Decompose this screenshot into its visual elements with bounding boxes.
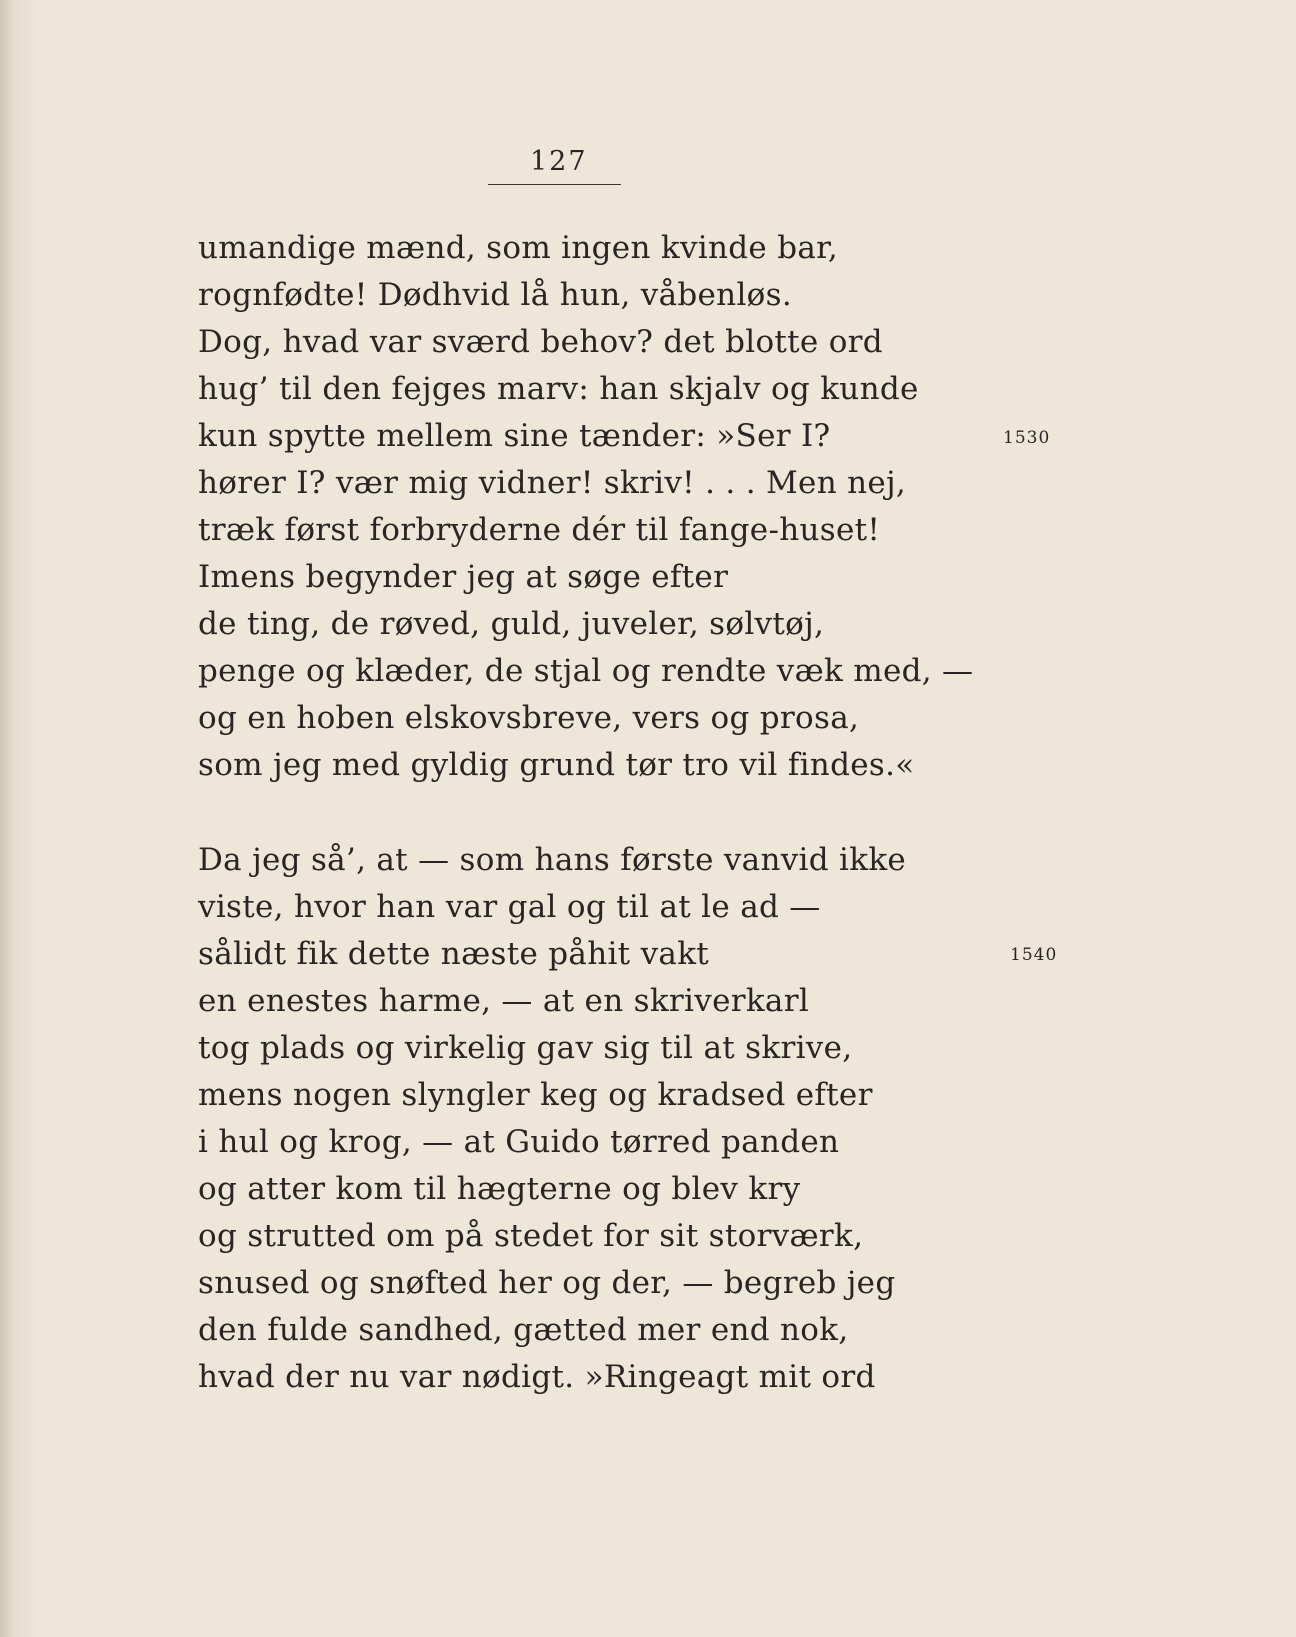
verse-line: snused og snøfted her og der, — begreb jeg [198, 1265, 896, 1301]
verse-line: rognfødte! Dødhvid lå hun, våbenløs. [198, 277, 792, 313]
verse-line: viste, hvor han var gal og til at le ad — [198, 889, 821, 925]
verse-line: Dog, hvad var sværd behov? det blotte ord [198, 324, 883, 360]
verse-line: de ting, de røved, guld, juveler, sølvtøj, [198, 606, 825, 642]
verse-line: tog plads og virkelig gav sig til at skrive, [198, 1030, 853, 1066]
verse-line: Da jeg så’, at — som hans første vanvid ikke [198, 842, 907, 878]
page-number: 127 [530, 146, 588, 177]
verse-line: som jeg med gyldig grund tør tro vil findes.« [198, 747, 915, 783]
line-number-marker: 1540 [1010, 945, 1058, 965]
verse-line: træk først forbryderne dér til fange-huset! [198, 512, 881, 548]
verse-line: penge og klæder, de stjal og rendte væk med, — [198, 653, 974, 689]
verse-line: sålidt fik dette næste påhit vakt [198, 936, 710, 972]
verse-line: umandige mænd, som ingen kvinde bar, [198, 230, 838, 266]
verse-line: og strutted om på stedet for sit storværk, [198, 1218, 864, 1254]
verse-line: hører I? vær mig vidner! skriv! . . . Men nej, [198, 465, 907, 501]
verse-line: mens nogen slyngler keg og kradsed efter [198, 1077, 873, 1113]
verse-line: og en hoben elskovsbreve, vers og prosa, [198, 700, 860, 736]
verse-line: den fulde sandhed, gætted mer end nok, [198, 1312, 849, 1348]
verse-line: en enestes harme, — at en skriverkarl [198, 983, 810, 1019]
verse-line: hug’ til den fejges marv: han skjalv og kunde [198, 371, 919, 407]
verse-line: kun spytte mellem sine tænder: »Ser I? [198, 418, 831, 454]
page-number-rule [488, 184, 621, 185]
verse-line: Imens begynder jeg at søge efter [198, 559, 729, 595]
verse-line: og atter kom til hægterne og blev kry [198, 1171, 801, 1207]
verse-line: i hul og krog, — at Guido tørred panden [198, 1124, 840, 1160]
verse-line: hvad der nu var nødigt. »Ringeagt mit ord [198, 1359, 876, 1395]
spine-shadow [0, 0, 14, 1637]
line-number-marker: 1530 [1003, 428, 1051, 448]
